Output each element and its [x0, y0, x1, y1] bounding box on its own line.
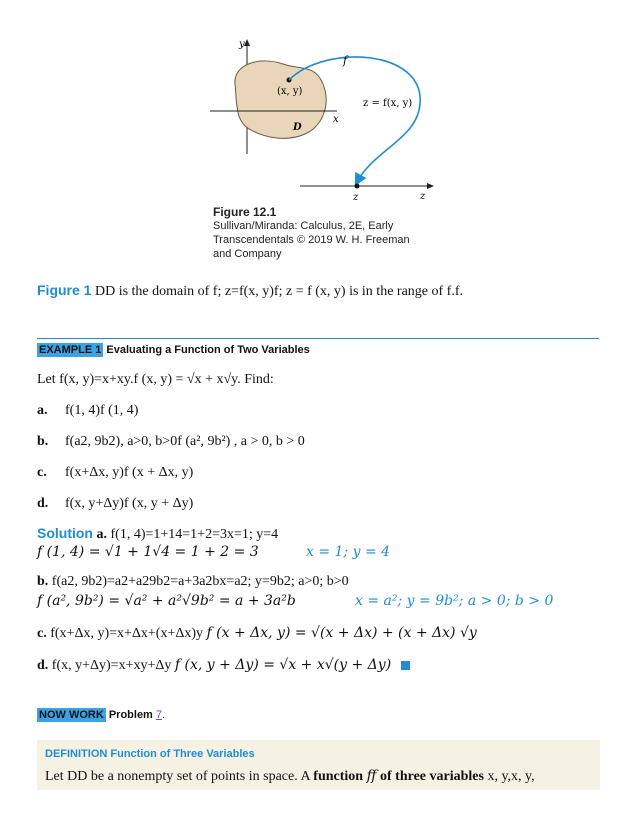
definition-text-start: Let DD be a nonempty set of points in space. A	[45, 769, 310, 784]
solution-d-text: f(x, y+Δy)=x+xy+Δy	[51, 658, 172, 673]
example-item-a	[37, 403, 138, 419]
domain-label: D	[293, 122, 302, 133]
now-work-text: Problem	[108, 709, 153, 721]
solution-b-math: f (a², 9b²) = √a² + a²√9b² = a + 3a²b	[37, 593, 296, 609]
example-heading	[37, 344, 310, 356]
x-axis-label: x	[333, 114, 339, 125]
z-point-label: z	[353, 192, 359, 203]
example-item-b	[37, 434, 305, 450]
z-point-dot	[355, 184, 360, 189]
item-label: b.	[37, 434, 49, 449]
problem-link[interactable]: 7	[155, 709, 163, 721]
solution-b	[37, 574, 349, 590]
solution-b-label: b.	[37, 574, 49, 589]
figure-description	[37, 282, 463, 300]
solution-c-text: f(x+Δx, y)=x+Δx+(x+Δx)y	[50, 626, 204, 641]
solution-c-math: f (x + Δx, y) = √(x + Δx) + (x + Δx) √y	[206, 625, 477, 641]
item-text: f(1, 4)f (1, 4)	[65, 403, 139, 418]
mapping-label: z = f(x, y)	[363, 98, 413, 109]
solution-a	[37, 525, 278, 543]
solution-b-text: f(a2, 9b2)=a2+a29b2=a+3a2bx=a2; y=9b2; a>0; b>0	[51, 574, 349, 589]
caption-title: Figure 12.1	[213, 205, 277, 219]
definition-symbol: ff	[366, 768, 377, 784]
solution-a-note: x = 1; y = 4	[306, 544, 391, 560]
example-title: Evaluating a Function of Two Variables	[106, 344, 310, 356]
now-work-tag: NOW WORK	[39, 709, 104, 721]
y-axis-label: y	[239, 39, 245, 50]
solution-d-math: f (x, y + Δy) = √x + x√(y + Δy)	[174, 657, 392, 673]
now-work-end: .	[162, 709, 166, 721]
z-axis-arrow	[427, 183, 434, 189]
y-axis-arrow	[244, 39, 250, 46]
domain-region	[235, 61, 326, 138]
figure-label: Figure 1	[37, 282, 92, 298]
example-item-c	[37, 465, 193, 481]
example-item-d	[37, 496, 193, 512]
figure-text: DD is the domain of f; z=f(x, y)f; z = f (x, y) is in the range of f.f.	[94, 284, 463, 299]
caption-line-2: Transcendentals © 2019 W. H. Freeman	[213, 234, 410, 246]
solution-c	[37, 625, 477, 642]
solution-a-text: f(1, 4)=1+14=1+2=3x=1; y=4	[110, 527, 279, 542]
solution-d	[37, 657, 410, 674]
section-divider	[37, 338, 599, 339]
item-label: c.	[37, 465, 47, 480]
z-axis-label: z	[420, 191, 426, 202]
definition-term-three-vars: of three variables	[380, 769, 484, 784]
solution-d-label: d.	[37, 658, 49, 673]
example-intro: Let f(x, y)=x+xy.f (x, y) = √x + x√y. Find:	[37, 372, 274, 387]
point-label: (x, y)	[277, 86, 303, 97]
definition-text	[45, 768, 535, 785]
now-work	[37, 709, 165, 721]
item-label: d.	[37, 496, 49, 511]
domain-range-diagram	[205, 34, 445, 204]
solution-a-math: f (1, 4) = √1 + 1√4 = 1 + 2 = 3	[37, 544, 259, 560]
item-label: a.	[37, 403, 48, 418]
figure-caption	[213, 205, 473, 261]
solution-heading: Solution	[37, 525, 93, 541]
example-tag: EXAMPLE 1	[39, 344, 102, 356]
solution-c-label: c.	[37, 626, 47, 641]
definition-text-end: x, y,x, y,	[487, 769, 535, 784]
caption-line-3: and Company	[213, 248, 282, 260]
item-text: f(x, y+Δy)f (x, y + Δy)	[65, 496, 194, 511]
item-text: f(x+Δx, y)f (x + Δx, y)	[65, 465, 194, 480]
definition-term-function: function	[313, 769, 364, 784]
definition-title: DEFINITION Function of Three Variables	[45, 748, 255, 760]
solution-a-label: a.	[96, 527, 107, 542]
item-text: f(a2, 9b2), a>0, b>0f (a², 9b²) , a > 0, b > 0	[65, 434, 305, 449]
function-label: f	[343, 54, 348, 67]
caption-line-1: Sullivan/Miranda: Calculus, 2E, Early	[213, 220, 394, 232]
end-of-proof-icon	[401, 661, 410, 670]
solution-b-note: x = a²; y = 9b²; a > 0; b > 0	[355, 593, 554, 609]
